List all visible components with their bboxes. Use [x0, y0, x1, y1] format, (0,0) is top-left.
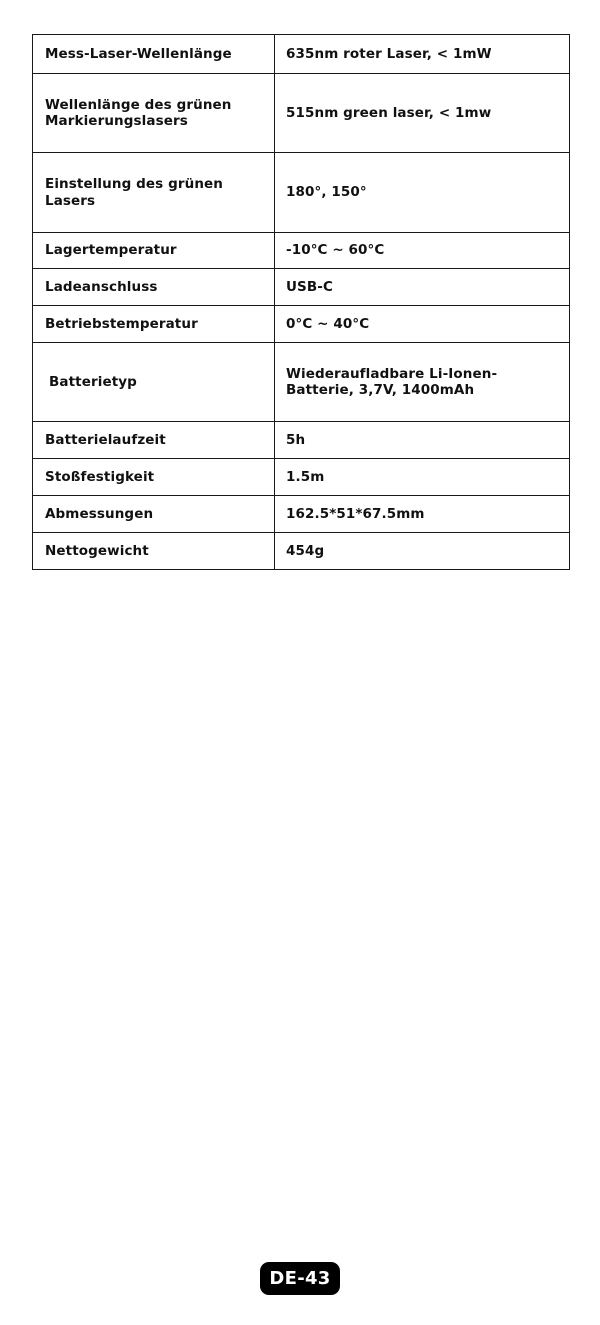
spec-label: Wellenlänge des grünen Markierungslasers [33, 74, 275, 153]
spec-label: Ladeanschluss [33, 269, 275, 306]
spec-value: USB-C [275, 269, 570, 306]
spec-label: Batterietyp [33, 343, 275, 422]
spec-value: -10°C ~ 60°C [275, 233, 570, 269]
spec-value: 1.5m [275, 459, 570, 496]
spec-label: Mess-Laser-Wellenlänge [33, 35, 275, 74]
spec-label: Einstellung des grünen Lasers [33, 153, 275, 233]
spec-value: 515nm green laser, < 1mw [275, 74, 570, 153]
table-row [33, 459, 570, 496]
table-row [33, 269, 570, 306]
table-row [33, 496, 570, 533]
spec-value: 5h [275, 422, 570, 459]
table-row [33, 35, 570, 74]
spec-value: 635nm roter Laser, < 1mW [275, 35, 570, 74]
table-row [33, 74, 570, 153]
table-row [33, 153, 570, 233]
table-row [33, 233, 570, 269]
spec-label: Stoßfestigkeit [33, 459, 275, 496]
spec-value: 0°C ~ 40°C [275, 306, 570, 343]
spec-value: 454g [275, 533, 570, 570]
spec-value: 180°, 150° [275, 153, 570, 233]
spec-label: Abmessungen [33, 496, 275, 533]
table-row [33, 343, 570, 422]
spec-label: Lagertemperatur [33, 233, 275, 269]
spec-value: Wiederaufladbare Li-Ionen-Batterie, 3,7V, 1400mAh [275, 343, 570, 422]
table-row [33, 533, 570, 570]
specifications-table [32, 34, 570, 570]
table-row [33, 422, 570, 459]
spec-value: 162.5*51*67.5mm [275, 496, 570, 533]
table-row [33, 306, 570, 343]
spec-label: Batterielaufzeit [33, 422, 275, 459]
spec-label: Betriebstemperatur [33, 306, 275, 343]
page-number-badge: DE-43 [260, 1262, 340, 1295]
spec-label: Nettogewicht [33, 533, 275, 570]
